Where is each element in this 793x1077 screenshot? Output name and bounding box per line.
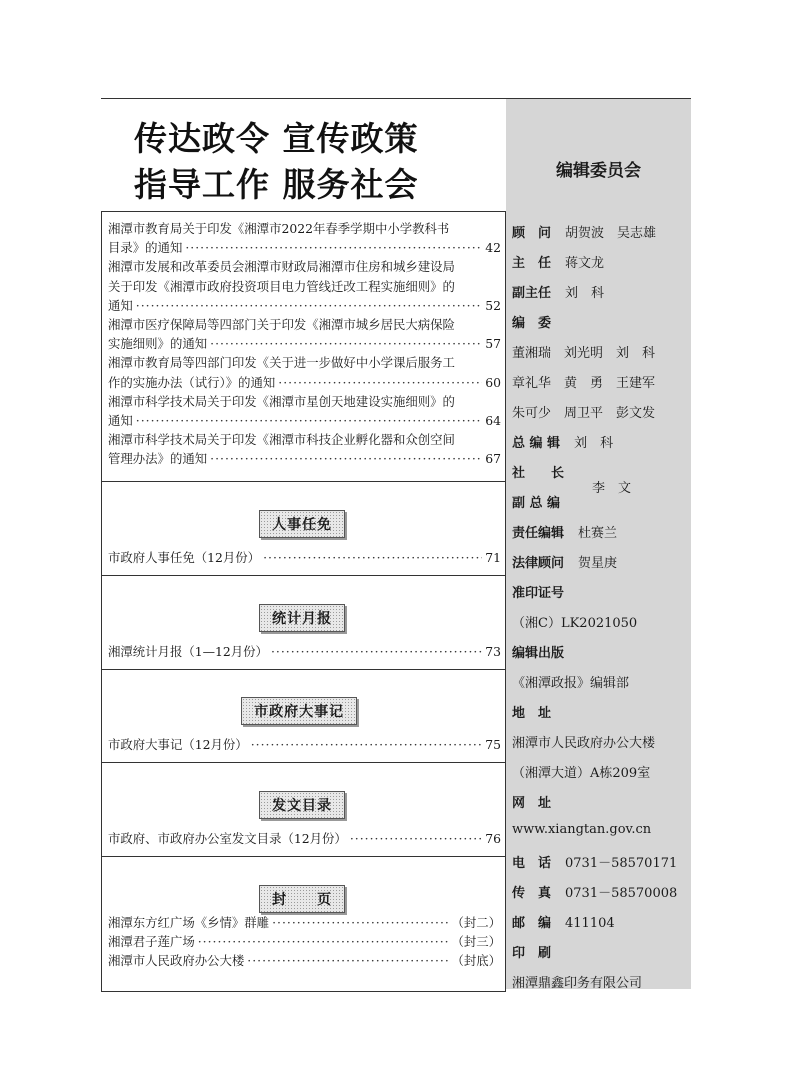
leader-dots — [247, 951, 448, 970]
committee-key: 编辑出版 — [512, 646, 565, 661]
committee-row — [512, 612, 637, 631]
page-number: 67 — [485, 451, 501, 467]
committee-row — [512, 702, 551, 721]
leader-dots — [136, 296, 482, 315]
committee-row — [512, 972, 642, 991]
committee-row — [512, 942, 551, 961]
entry-text: 通知 — [108, 297, 133, 313]
section-major-events — [101, 669, 506, 764]
committee-key: 副主任 — [512, 286, 552, 301]
committee-key: 顾 问 — [512, 226, 552, 241]
section-entries — [102, 913, 505, 971]
leader-dots — [271, 642, 482, 661]
committee-row — [512, 672, 629, 691]
committee-value: （湘潭大道）A栋209室 — [512, 766, 651, 781]
entry-text: 湘潭君子莲广场 — [108, 934, 195, 950]
committee-value: 0731－58570171 — [565, 856, 678, 871]
leader-dots — [278, 373, 482, 392]
section-entries — [102, 829, 505, 848]
section-title: 市政府大事记 — [241, 697, 357, 725]
entry-text: 湘潭统计月报（1—12月份） — [108, 644, 268, 659]
page-number: 64 — [485, 413, 501, 429]
section-entry — [108, 735, 501, 754]
section-entry — [108, 951, 501, 970]
committee-row — [512, 252, 604, 271]
committee-row — [512, 762, 650, 781]
section-personnel — [101, 481, 506, 577]
section-title: 发文目录 — [259, 791, 345, 819]
page-number: 71 — [485, 550, 501, 565]
editorial-committee-panel — [506, 99, 691, 989]
entry-text: 湘潭市发展和改革委员会湘潭市财政局湘潭市住房和城乡建设局 — [108, 259, 455, 275]
toc-line — [108, 238, 501, 257]
committee-value: www.xiangtan.gov.cn — [512, 822, 652, 837]
committee-row — [512, 462, 564, 481]
section-statistics — [101, 575, 506, 671]
entry-text: 关于印发《湘潭市政府投资项目电力管线迁改工程实施细则》的 — [108, 278, 455, 294]
section-entry — [108, 913, 501, 932]
page-number: 60 — [485, 374, 501, 390]
section-entries — [102, 642, 505, 661]
toc-line — [108, 353, 501, 372]
slogan-area — [101, 99, 506, 214]
entry-text: 湘潭市科学技术局关于印发《湘潭市星创天地建设实施细则》的 — [108, 393, 455, 409]
committee-value: 董湘瑞 刘光明 刘 科 — [512, 346, 656, 361]
page-number: 52 — [485, 297, 501, 313]
leader-dots — [136, 411, 482, 430]
page-number: 76 — [485, 831, 501, 846]
entry-text: 市政府人事任免（12月份） — [108, 550, 261, 565]
toc-item[interactable] — [108, 257, 501, 315]
section-cover-pages — [101, 856, 506, 992]
page-number: 42 — [485, 240, 501, 256]
toc-item[interactable] — [108, 353, 501, 391]
toc-item[interactable] — [108, 430, 501, 468]
committee-row — [512, 222, 656, 241]
entry-text: 目录》的通知 — [108, 240, 183, 256]
committee-key: 副 总 编 — [512, 496, 561, 511]
entry-text: 湘潭市教育局等四部门印发《关于进一步做好中小学课后服务工 — [108, 355, 455, 371]
committee-row — [512, 372, 655, 391]
committee-key: 总 编 辑 — [512, 436, 561, 451]
committee-value: 刘 科 — [574, 436, 614, 451]
committee-row — [512, 312, 551, 331]
page-number: （封二） — [451, 915, 501, 930]
leader-dots — [210, 334, 482, 353]
committee-key: 电 话 — [512, 856, 552, 871]
committee-title: 编辑委员会 — [556, 161, 641, 181]
entry-text: 湘潭市医疗保障局等四部门关于印发《湘潭市城乡居民大病保险 — [108, 317, 455, 333]
committee-row — [512, 882, 677, 901]
page-number: 75 — [485, 737, 501, 752]
section-documents — [101, 762, 506, 858]
committee-key: 主 任 — [512, 256, 552, 271]
entry-text: 管理办法》的通知 — [108, 451, 208, 467]
committee-value: 蒋文龙 — [565, 256, 605, 271]
committee-key: 传 真 — [512, 886, 552, 901]
committee-value: 0731－58570008 — [565, 886, 678, 901]
committee-row — [512, 912, 615, 931]
committee-value: 杜赛兰 — [578, 526, 618, 541]
committee-key: 印 刷 — [512, 946, 552, 961]
toc-line — [108, 430, 501, 449]
committee-row — [512, 642, 564, 661]
committee-value: 朱可少 周卫平 彭文发 — [512, 406, 656, 421]
toc-line — [108, 296, 501, 315]
toc-line — [108, 411, 501, 430]
committee-row — [512, 432, 613, 451]
committee-value: 贺星庚 — [578, 556, 618, 571]
committee-key: 网 址 — [512, 796, 552, 811]
committee-row — [512, 282, 604, 301]
section-entry — [108, 932, 501, 951]
leader-dots — [272, 913, 448, 932]
leader-dots — [198, 932, 449, 951]
section-entries — [102, 735, 505, 754]
toc-list — [102, 212, 505, 469]
committee-key: 法律顾问 — [512, 556, 565, 571]
section-entry — [108, 642, 501, 661]
leader-dots — [251, 735, 483, 754]
slogan-line-2: 指导工作 服务社会 — [134, 165, 419, 204]
page-number: （封底） — [451, 953, 501, 969]
leader-dots — [350, 829, 482, 848]
committee-value: 章礼华 黄 勇 王建军 — [512, 376, 656, 391]
entry-text: 湘潭市教育局关于印发《湘潭市2022年春季学期中小学教科书 — [108, 221, 450, 236]
toc-item[interactable] — [108, 315, 501, 353]
entry-text: 作的实施办法（试行）》的通知 — [108, 374, 276, 390]
leader-dots — [263, 548, 482, 567]
section-title: 人事任免 — [259, 510, 345, 538]
page-number: （封三） — [451, 934, 501, 950]
section-entries — [102, 548, 505, 567]
entry-text: 实施细则》的通知 — [108, 336, 208, 352]
committee-row — [512, 822, 651, 837]
committee-row — [512, 552, 617, 571]
toc-line — [108, 219, 501, 238]
committee-key: 准印证号 — [512, 586, 565, 601]
committee-key: 责任编辑 — [512, 526, 565, 541]
leader-dots — [210, 449, 482, 468]
toc-line — [108, 392, 501, 411]
committee-key: 地 址 — [512, 706, 552, 721]
toc-line — [108, 257, 501, 276]
section-title: 封 页 — [259, 885, 345, 913]
committee-key: 编 委 — [512, 316, 552, 331]
committee-value: 411104 — [565, 916, 615, 931]
committee-value: 刘 科 — [565, 286, 605, 301]
toc-line — [108, 315, 501, 334]
committee-key: 社 长 — [512, 466, 565, 481]
toc-line — [108, 277, 501, 296]
committee-value: 《湘潭政报》编辑部 — [512, 676, 630, 691]
slogan — [101, 99, 506, 214]
committee-row — [512, 402, 655, 421]
toc-line — [108, 449, 501, 468]
page-number: 57 — [485, 336, 501, 352]
she-zhang-value: 李 文 — [592, 481, 632, 496]
committee-value: 湘潭市人民政府办公大楼 — [512, 736, 656, 751]
entry-text: 通知 — [108, 413, 133, 429]
committee-row — [512, 522, 617, 541]
committee-row — [512, 852, 677, 871]
page-number: 73 — [485, 644, 501, 659]
entry-text: 湘潭市科学技术局关于印发《湘潭市科技企业孵化器和众创空间 — [108, 432, 455, 448]
committee-value: （湘C）LK2021050 — [512, 616, 638, 631]
committee-value: 湘潭鼎鑫印务有限公司 — [512, 976, 643, 991]
section-title: 统计月报 — [259, 604, 345, 632]
toc-box — [101, 211, 506, 483]
section-entry — [108, 829, 501, 848]
section-entry — [108, 548, 501, 567]
leader-dots — [185, 238, 482, 257]
entry-text: 市政府大事记（12月份） — [108, 737, 248, 752]
toc-line — [108, 373, 501, 392]
entry-text: 湘潭东方红广场《乡情》群雕 — [108, 915, 270, 930]
committee-value: 胡贺波 吴志雄 — [565, 226, 657, 241]
entry-text: 湘潭市人民政府办公大楼 — [108, 953, 245, 969]
committee-row — [512, 792, 551, 811]
toc-line — [108, 334, 501, 353]
committee-row — [512, 492, 560, 511]
toc-item[interactable] — [108, 392, 501, 430]
entry-text: 市政府、市政府办公室发文目录（12月份） — [108, 831, 347, 846]
toc-item[interactable] — [108, 219, 501, 257]
committee-row — [512, 732, 655, 751]
committee-row — [512, 342, 655, 361]
slogan-line-1: 传达政令 宣传政策 — [134, 119, 419, 158]
committee-row — [512, 582, 564, 601]
committee-key: 邮 编 — [512, 916, 552, 931]
